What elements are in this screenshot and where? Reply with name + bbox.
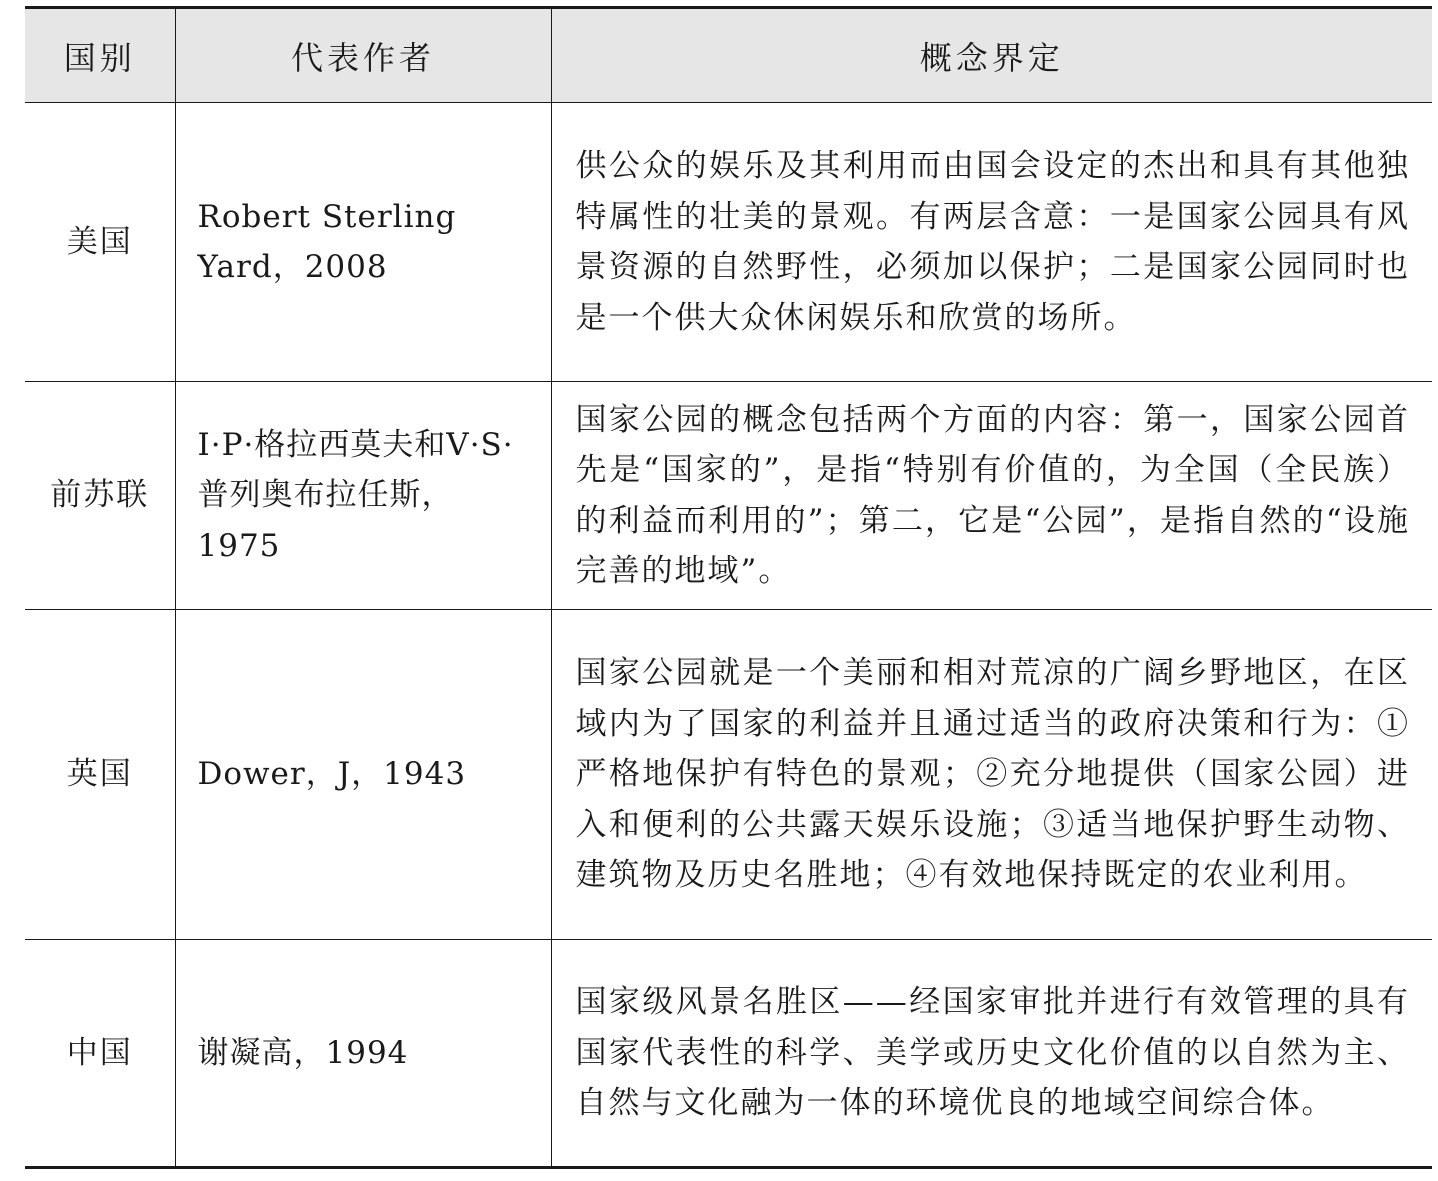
cell-concept: 国家公园就是一个美丽和相对荒凉的广阔乡野地区，在区域内为了国家的利益并且通过适当的政府决策和行为：①严格地保护有特色的景观；②充分地提供（国家公园）进入和便利的公共露天娱乐设施；③适当地保护野生动物、建筑物及历史名胜地；④有效地保持既定的农业利用。 xyxy=(551,610,1432,940)
cell-concept: 国家级风景名胜区——经国家审批并进行有效管理的具有国家代表性的科学、美学或历史文化价值的以自然为主、自然与文化融为一体的环境优良的地域空间综合体。 xyxy=(551,940,1432,1168)
cell-author: Dower，J，1943 xyxy=(175,610,551,940)
cell-country: 英国 xyxy=(25,610,175,940)
cell-author: 谢凝高，1994 xyxy=(175,940,551,1168)
table-row xyxy=(25,610,1432,940)
cell-author: I·P·格拉西莫夫和V·S·普列奥布拉任斯，1975 xyxy=(175,382,551,610)
table-row xyxy=(25,940,1432,1168)
cell-author: Robert Sterling Yard，2008 xyxy=(175,103,551,382)
table-header-row xyxy=(25,8,1432,103)
cell-country: 美国 xyxy=(25,103,175,382)
definition-table-container xyxy=(25,6,1432,1169)
table-row xyxy=(25,382,1432,610)
header-country: 国别 xyxy=(25,8,175,103)
table-row xyxy=(25,103,1432,382)
cell-concept: 国家公园的概念包括两个方面的内容：第一，国家公园首先是“国家的”，是指“特别有价值的，为全国（全民族）的利益而利用的”；第二，它是“公园”，是指自然的“设施完善的地域”。 xyxy=(551,382,1432,610)
header-author: 代表作者 xyxy=(175,8,551,103)
header-concept: 概念界定 xyxy=(551,8,1432,103)
cell-country: 中国 xyxy=(25,940,175,1168)
cell-country: 前苏联 xyxy=(25,382,175,610)
national-park-definition-table xyxy=(25,6,1432,1169)
cell-concept: 供公众的娱乐及其利用而由国会设定的杰出和具有其他独特属性的壮美的景观。有两层含意：一是国家公园具有风景资源的自然野性，必须加以保护；二是国家公园同时也是一个供大众休闲娱乐和欣赏的场所。 xyxy=(551,103,1432,382)
